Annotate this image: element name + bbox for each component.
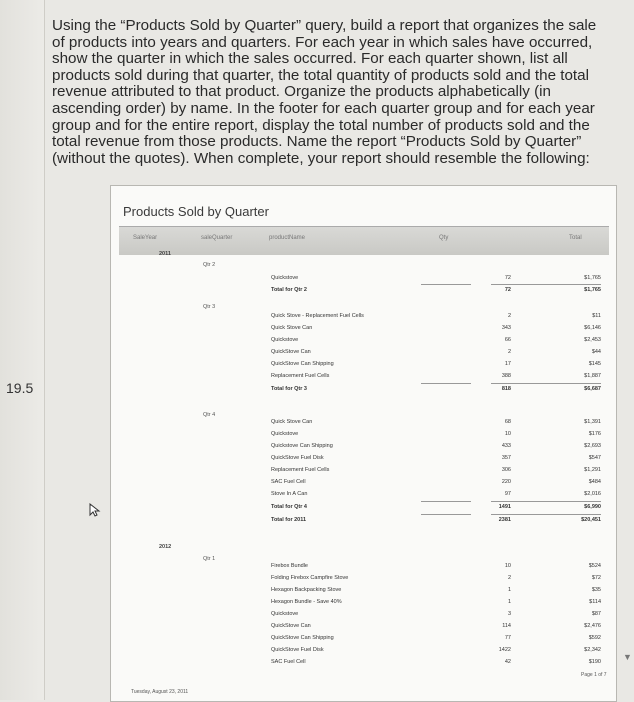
header-qty: Qty <box>439 235 449 241</box>
table-row: Firebox Bundle 10 $524 <box>271 563 601 569</box>
table-row: Quickstove Can Shipping 433 $2,693 <box>271 443 601 449</box>
report-footer-date: Tuesday, August 23, 2011 <box>131 689 189 695</box>
year-2011: 2011 <box>159 251 171 257</box>
year-2012: 2012 <box>159 544 172 550</box>
total-row: Total for Qtr 4 1491 $6,990 <box>271 504 601 510</box>
table-row: SAC Fuel Cell 220 $484 <box>271 479 601 485</box>
report-title: Products Sold by Quarter <box>123 204 269 219</box>
header-productname: productName <box>269 235 306 241</box>
table-row: Replacement Fuel Cells 306 $1,291 <box>271 467 601 473</box>
table-row: Stove In A Can 97 $2,016 <box>271 491 601 497</box>
table-row: Quick Stove Can 68 $1,391 <box>271 419 601 425</box>
total-row: Total for 2011 2381 $20,451 <box>271 517 601 523</box>
table-row: Quick Stove Can 343 $6,146 <box>271 325 601 331</box>
quarter-label: Qtr 1 <box>203 556 216 562</box>
table-row: QuickStove Can Shipping 17 $145 <box>271 361 601 367</box>
table-row: Quick Stove - Replacement Fuel Cells 2 $11 <box>271 313 601 319</box>
quarter-label: Qtr 4 <box>203 412 216 418</box>
table-row: Hexagon Bundle - Save 40% 1 $114 <box>271 599 601 605</box>
instructions-text: Using the “Products Sold by Quarter” query, build a report that organizes the sale of products into years and quarters. For each year in which sales have occurred, show the quarter in which the sales occurred. For each quarter shown, list all products sold during that quarter, the total quantity of products sold and the total revenue attributed to that product. Organize the products alphabetically (in ascending order) by name. In the footer for each quarter group and for each year group and for the entire report, display the total number of products sold and the total revenue from those products. Name the report “Products Sold by Quarter” (without the quotes). When complete, your report should resemble the following: <box>52 17 597 167</box>
table-row: QuickStove Can 2 $44 <box>271 349 601 355</box>
report-preview <box>110 185 617 702</box>
header-salequarter: saleQuarter <box>201 235 233 241</box>
report-header-band <box>119 226 609 255</box>
header-total: Total <box>569 235 582 241</box>
total-row: Total for Qtr 3 818 $6,687 <box>271 386 601 392</box>
table-row: QuickStove Fuel Disk 357 $547 <box>271 455 601 461</box>
table-row: Replacement Fuel Cells 388 $1,887 <box>271 373 601 379</box>
quarter-label: Qtr 3 <box>203 304 216 310</box>
table-row: QuickStove Can Shipping 77 $592 <box>271 635 601 641</box>
table-row: Quickstove 66 $2,453 <box>271 337 601 343</box>
total-row: Total for Qtr 2 72 $1,765 <box>271 287 601 293</box>
table-row: SAC Fuel Cell 42 $190 <box>271 659 601 665</box>
header-saleyear: SaleYear <box>133 235 158 241</box>
quarter-label: Qtr 2 <box>203 262 216 268</box>
table-row: Quickstove 3 $87 <box>271 611 601 617</box>
table-row: Quickstove 72 $1,765 <box>271 275 601 281</box>
table-row: QuickStove Fuel Disk 1422 $2,342 <box>271 647 601 653</box>
scroll-down-arrow-icon[interactable]: ▼ <box>623 652 632 662</box>
table-row: QuickStove Can 114 $2,476 <box>271 623 601 629</box>
table-row: Folding Firebox Campfire Stove 2 $72 <box>271 575 601 581</box>
left-margin <box>0 0 45 700</box>
report-page-number: Page 1 of 7 <box>581 672 607 678</box>
mouse-cursor-icon <box>88 503 102 517</box>
table-row: Quickstove 10 $176 <box>271 431 601 437</box>
table-row: Hexagon Backpacking Stove 1 $35 <box>271 587 601 593</box>
step-number: 19.5 <box>6 380 34 396</box>
